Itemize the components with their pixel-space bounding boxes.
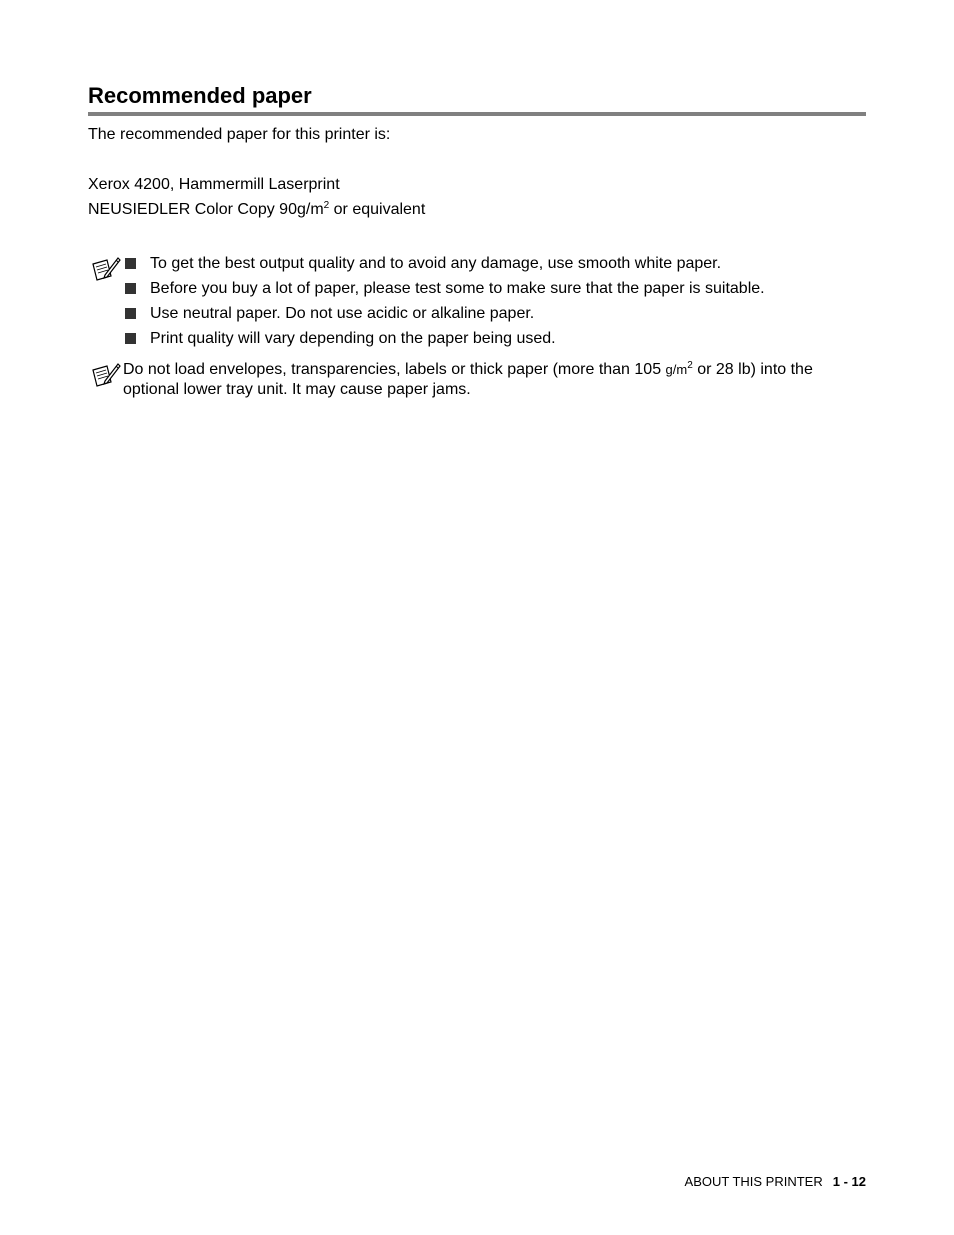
tray-note-superscript: 2 bbox=[687, 360, 693, 371]
square-bullet-icon bbox=[125, 308, 136, 319]
note-pencil-icon bbox=[91, 362, 121, 388]
note-pencil-icon bbox=[91, 256, 121, 282]
paper-line-1: Xerox 4200, Hammermill Laserprint bbox=[88, 176, 340, 193]
tray-note bbox=[123, 360, 868, 400]
paper-line-2-superscript: 2 bbox=[323, 200, 330, 211]
tray-note-text: Do not load envelopes, transparencies, labels or thick paper (more than 105 bbox=[123, 361, 666, 378]
square-bullet-icon bbox=[125, 258, 136, 269]
square-bullet-icon bbox=[125, 283, 136, 294]
footer-page-number: 1 - 12 bbox=[832, 1174, 866, 1189]
footer-section: ABOUT THIS PRINTER bbox=[684, 1174, 823, 1189]
paper-line-2-suffix: or equivalent bbox=[329, 201, 426, 218]
tray-note-unit: g/m bbox=[665, 362, 688, 377]
tray-note-suffix: or 28 lb) into the optional lower tray unit. It may cause paper jams. bbox=[123, 361, 813, 398]
list-item-text: Before you buy a lot of paper, please test some to make sure that the paper is suitable. bbox=[150, 280, 765, 297]
square-bullet-icon bbox=[125, 333, 136, 344]
paper-line-2 bbox=[88, 200, 425, 220]
list-item-text: Print quality will vary depending on the paper being used. bbox=[150, 330, 556, 347]
page-title: Recommended paper bbox=[88, 83, 312, 108]
title-underline bbox=[88, 112, 866, 116]
intro-text: The recommended paper for this printer is: bbox=[88, 126, 391, 143]
page-footer bbox=[685, 1174, 866, 1190]
list-item-text: Use neutral paper. Do not use acidic or alkaline paper. bbox=[150, 305, 535, 322]
list-item-text: To get the best output quality and to avoid any damage, use smooth white paper. bbox=[150, 255, 722, 272]
paper-line-2-text: NEUSIEDLER Color Copy 90g/m bbox=[88, 201, 324, 218]
